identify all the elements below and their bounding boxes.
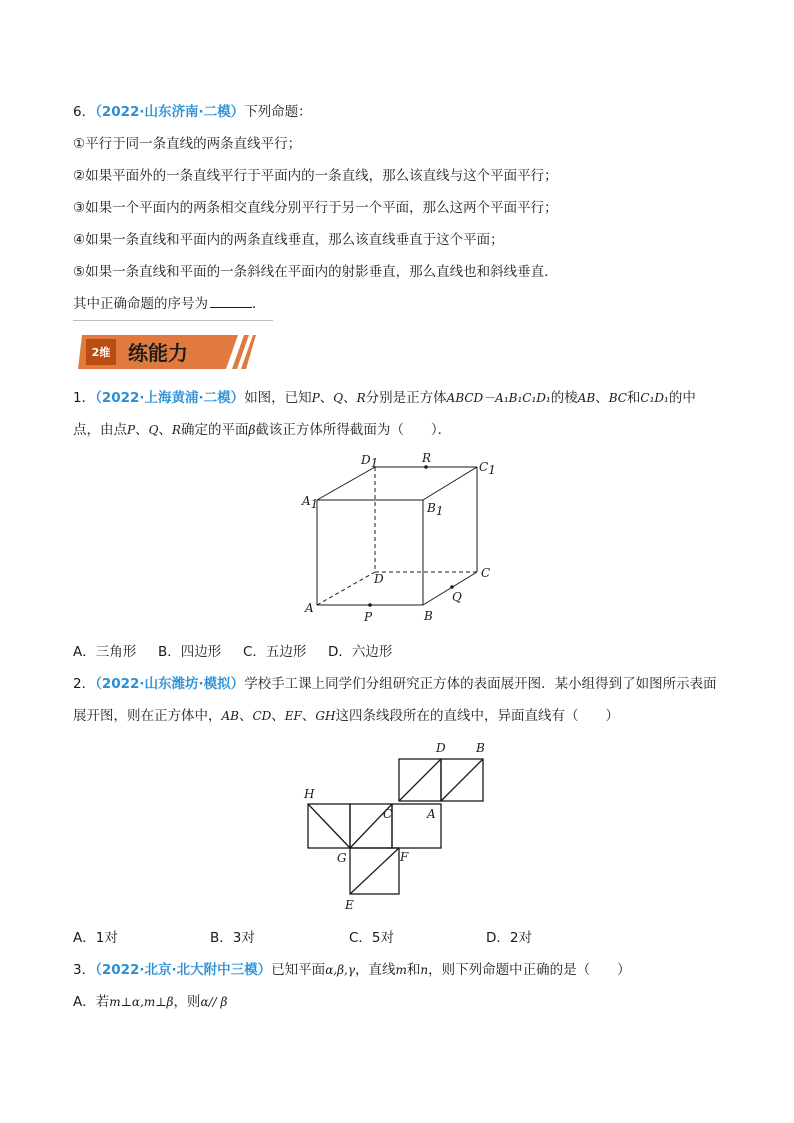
q1-option-a[interactable]: A．三角形	[73, 644, 137, 660]
q1-stem-line1	[73, 389, 696, 407]
label-r: R	[422, 451, 432, 465]
q2-sep: 、	[271, 708, 285, 724]
q3-option-a[interactable]	[73, 993, 227, 1011]
q3-text: 和	[406, 962, 421, 978]
q2-source: （2022·山东潍坊·模拟）	[95, 676, 245, 692]
q1-sep: 、	[595, 390, 609, 406]
q2-sep: 、	[301, 708, 316, 724]
label-c1: C1	[479, 460, 496, 477]
q6-answer-blank[interactable]	[210, 295, 252, 308]
edge-ad	[317, 572, 375, 605]
q1-p: P	[311, 391, 320, 405]
q1-edge-c1d1: C₁D₁	[640, 391, 669, 405]
diag-top-1	[399, 759, 441, 801]
net-label-d: D	[436, 741, 446, 755]
q2-number: 2．	[73, 676, 96, 692]
q1-sep: 、	[319, 390, 334, 406]
label-b: B	[424, 609, 433, 623]
q2-seg-ef: EF	[284, 709, 302, 723]
q2-stem-line2	[73, 707, 619, 725]
cube-figure	[295, 450, 505, 630]
q1-text: 的中	[668, 390, 696, 406]
label-c: C	[481, 566, 491, 580]
q1-r: R	[356, 391, 366, 405]
q2-stem-line1	[73, 675, 717, 693]
banner-title: 练能力	[128, 341, 188, 365]
q1-sep: 、	[135, 422, 149, 438]
section-banner	[76, 333, 256, 371]
q1-text: 确定的平面	[180, 422, 249, 438]
q1-options	[73, 643, 392, 661]
q3-option-a-mid: ，则	[173, 994, 201, 1010]
label-a1: A1	[302, 494, 319, 511]
q6-item-2: ②如果平面外的一条直线平行于平面内的一条直线，那么该直线与这个平面平行；	[73, 168, 558, 184]
q1-text: 和	[626, 390, 641, 406]
label-d1: D1	[361, 453, 379, 470]
q1-stem-line2	[73, 421, 451, 439]
q3-stem	[73, 961, 631, 979]
q2-seg-cd: CD	[252, 709, 272, 723]
q6-answer-line	[73, 295, 266, 313]
q3-option-a-conclusion: α// β	[200, 995, 228, 1009]
q6-answer-end: ．	[252, 296, 266, 312]
q2-options	[73, 929, 532, 947]
q2-text: 学校手工课上同学们分组研究正方体的表面展开图．某小组得到了如图所示表面	[244, 676, 717, 692]
q1-option-d[interactable]: D．六边形	[328, 644, 393, 660]
q3-number: 3．	[73, 962, 96, 978]
q1-text: 截该正方体所得截面为（ ）．	[255, 422, 452, 438]
q3-option-a-condition: m⊥α,m⊥β	[109, 995, 174, 1009]
q1-text: 分别是正方体	[365, 390, 447, 406]
q2-text: 展开图，则在正方体中，	[73, 708, 222, 724]
q3-text: ，直线	[355, 962, 396, 978]
net-label-f: F	[400, 850, 409, 864]
q6-stem-text: 下列命题：	[244, 104, 312, 120]
q1-source: （2022·上海黄浦·二模）	[95, 390, 245, 406]
q6-item-1: ①平行于同一条直线的两条直线平行；	[73, 136, 302, 152]
q1-text: 如图，已知	[244, 390, 312, 406]
q1-number: 1．	[73, 390, 96, 406]
q2-sep: 、	[238, 708, 253, 724]
net-label-c: C	[383, 807, 393, 821]
diag-mid-1	[308, 804, 350, 848]
q3-source: （2022·北京·北大附中三模）	[95, 962, 272, 978]
q1-edge-bc: BC	[608, 391, 627, 405]
q1-sep: 、	[343, 390, 357, 406]
net-label-a: A	[427, 807, 436, 821]
q1-p: P	[127, 423, 136, 437]
q1-r: R	[171, 423, 181, 437]
q2-option-c[interactable]: C．5对	[349, 930, 395, 946]
net-label-e: E	[345, 898, 354, 912]
edge-b1c1	[423, 467, 477, 500]
q1-text: 的棱	[550, 390, 578, 406]
point-p	[368, 603, 372, 607]
q3-text: 已知平面	[271, 962, 326, 978]
q1-edge-ab: AB	[577, 391, 596, 405]
q3-line-m: m	[395, 963, 407, 977]
diag-bottom	[350, 848, 399, 894]
q3-line-n: n	[420, 963, 429, 977]
q1-option-b[interactable]: B．四边形	[158, 644, 222, 660]
q2-seg-gh: GH	[315, 709, 336, 723]
diag-top-2	[441, 759, 483, 801]
q2-option-a[interactable]: A．1对	[73, 930, 118, 946]
q1-text: 点，由点	[73, 422, 127, 438]
q6-item-4: ④如果一条直线和平面内的两条直线垂直，那么该直线垂直于这个平面；	[73, 232, 504, 248]
edge-a1d1	[317, 467, 375, 500]
q2-option-b[interactable]: B．3对	[210, 930, 255, 946]
q6-stem	[73, 103, 312, 121]
label-d: D	[374, 572, 384, 586]
point-q	[450, 585, 454, 589]
banner-badge: 2维	[91, 346, 111, 359]
q1-option-c[interactable]: C．五边形	[243, 644, 307, 660]
label-b1: B1	[427, 501, 444, 518]
q6-source: （2022·山东济南·二模）	[95, 104, 245, 120]
label-a: A	[305, 601, 314, 615]
label-q: Q	[452, 590, 462, 604]
label-p: P	[364, 610, 373, 624]
q3-option-a-prefix: A．若	[73, 994, 110, 1010]
net-label-h: H	[304, 787, 315, 801]
q1-q: Q	[333, 391, 344, 405]
q1-sep: 、	[158, 422, 172, 438]
q2-text: 这四条线段所在的直线中，异面直线有（ ）	[335, 708, 619, 724]
q6-answer-prompt: 其中正确命题的序号为	[73, 296, 208, 312]
q3-text: ，则下列命题中正确的是（ ）	[428, 962, 631, 978]
q1-cube-name: ABCD－A₁B₁C₁D₁	[446, 391, 551, 405]
q3-planes: α,β,γ	[325, 963, 356, 977]
point-r	[424, 465, 428, 469]
q1-q: Q	[148, 423, 159, 437]
edge-bc	[423, 572, 477, 605]
cube-net-figure	[295, 735, 525, 915]
q2-option-d[interactable]: D．2对	[486, 930, 532, 946]
q1-beta: β	[248, 423, 256, 437]
q6-number: 6．	[73, 104, 96, 120]
q6-item-3: ③如果一个平面内的两条相交直线分别平行于另一个平面，那么这两个平面平行；	[73, 200, 558, 216]
q2-seg-ab: AB	[221, 709, 239, 723]
section-divider	[73, 320, 273, 321]
net-label-g: G	[337, 851, 347, 865]
net-label-b: B	[476, 741, 485, 755]
q6-item-5: ⑤如果一条直线和平面的一条斜线在平面内的射影垂直，那么直线也和斜线垂直．	[73, 264, 558, 280]
